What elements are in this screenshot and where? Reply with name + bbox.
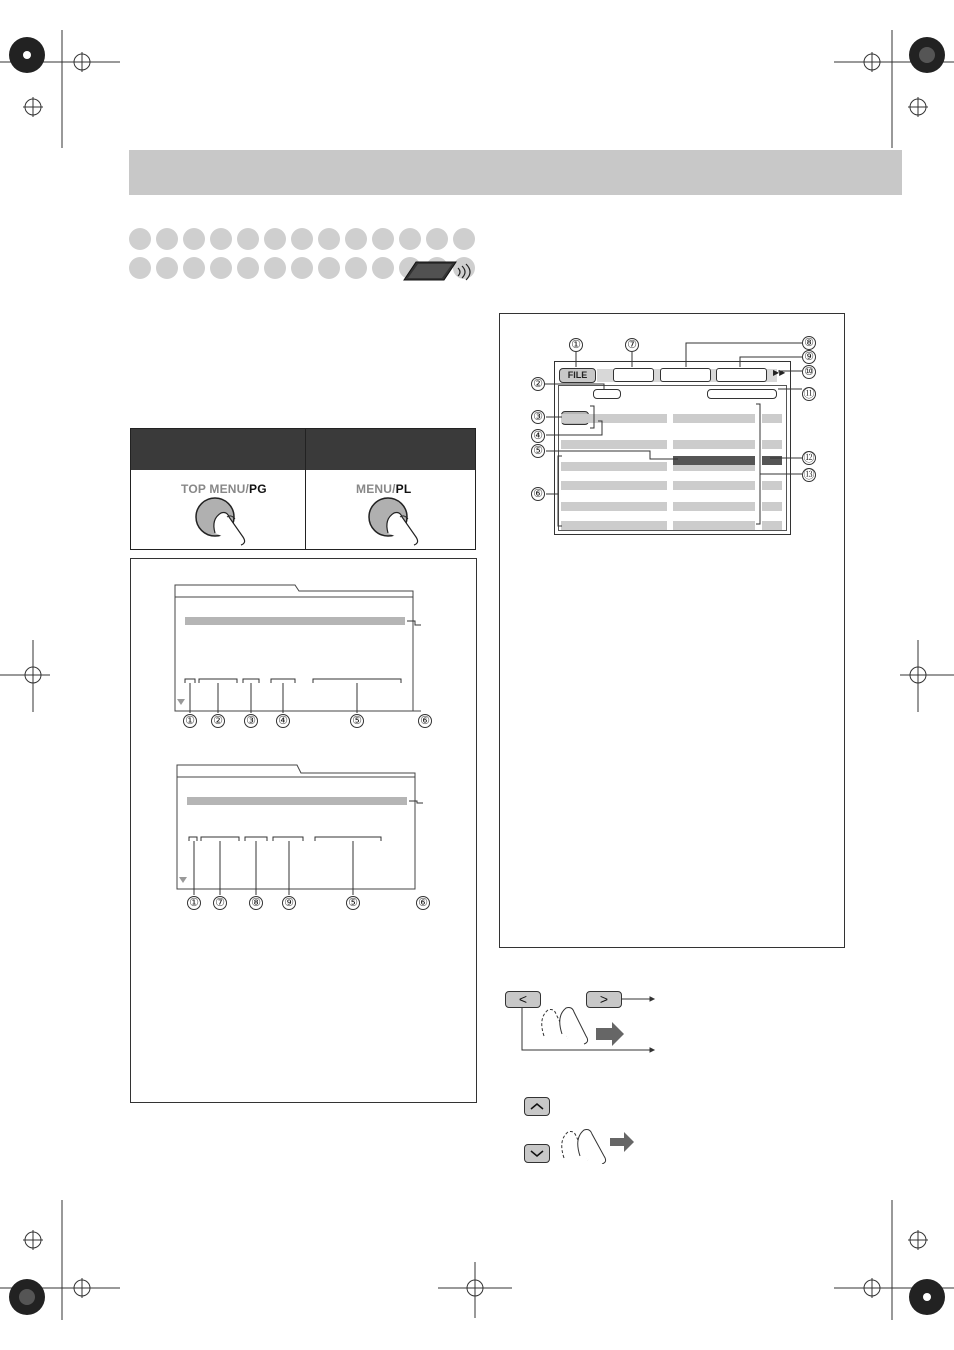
fs-callout-2: ② — [531, 377, 545, 391]
down-key[interactable] — [524, 1144, 550, 1163]
callout-3: ③ — [244, 714, 258, 728]
up-down-press-diagram — [550, 1118, 640, 1164]
menu-pl-button[interactable] — [356, 495, 436, 547]
fs-callout-4: ④ — [531, 429, 545, 443]
fs-callout-10: ⑩ — [802, 365, 816, 379]
fs-callout-9: ⑨ — [802, 350, 816, 364]
menu-pl-label: MENU/PL — [356, 482, 412, 496]
menu-diagram-panel — [130, 558, 477, 1103]
top-menu-pg-label: TOP MENU/PG — [181, 482, 267, 496]
fs-callout-8: ⑧ — [802, 336, 816, 350]
playlist-menu-window — [173, 761, 423, 901]
callout-7: ⑦ — [213, 896, 227, 910]
callout-5: ⑤ — [350, 714, 364, 728]
section-header-band — [129, 150, 902, 195]
fs-callout-12: ⑫ — [803, 452, 815, 464]
disc-menu-window — [171, 579, 421, 719]
file-screen-panel — [499, 313, 845, 948]
callout-1b: ① — [187, 896, 201, 910]
left-key[interactable]: < — [505, 991, 541, 1008]
callout-leaders — [500, 314, 846, 554]
fs-callout-13: ⑬ — [803, 469, 815, 481]
callout-9: ⑨ — [282, 896, 296, 910]
callout-8: ⑧ — [249, 896, 263, 910]
fs-callout-6: ⑥ — [531, 487, 545, 501]
left-right-press-diagram — [500, 996, 660, 1058]
callout-2: ② — [211, 714, 225, 728]
callout-6: ⑥ — [418, 714, 432, 728]
next-page-icon[interactable]: ▶▶ — [773, 368, 786, 377]
fs-callout-3: ③ — [531, 410, 545, 424]
fs-callout-7: ⑦ — [625, 338, 639, 352]
title-dots-row-1 — [129, 228, 479, 252]
up-key[interactable] — [524, 1097, 550, 1116]
fs-callout-5: ⑤ — [531, 444, 545, 458]
callout-4: ④ — [276, 714, 290, 728]
file-tab[interactable]: FILE — [559, 368, 596, 383]
right-key[interactable]: > — [586, 991, 622, 1008]
fs-callout-11: ⑪ — [803, 388, 815, 400]
top-menu-pg-button[interactable] — [183, 495, 263, 547]
remote-control-icon — [398, 258, 474, 290]
callout-5b: ⑤ — [346, 896, 360, 910]
callout-1: ① — [183, 714, 197, 728]
menu-button-table — [130, 428, 476, 550]
callout-6b: ⑥ — [416, 896, 430, 910]
table-header — [131, 429, 475, 470]
fs-callout-1: ① — [569, 338, 583, 352]
